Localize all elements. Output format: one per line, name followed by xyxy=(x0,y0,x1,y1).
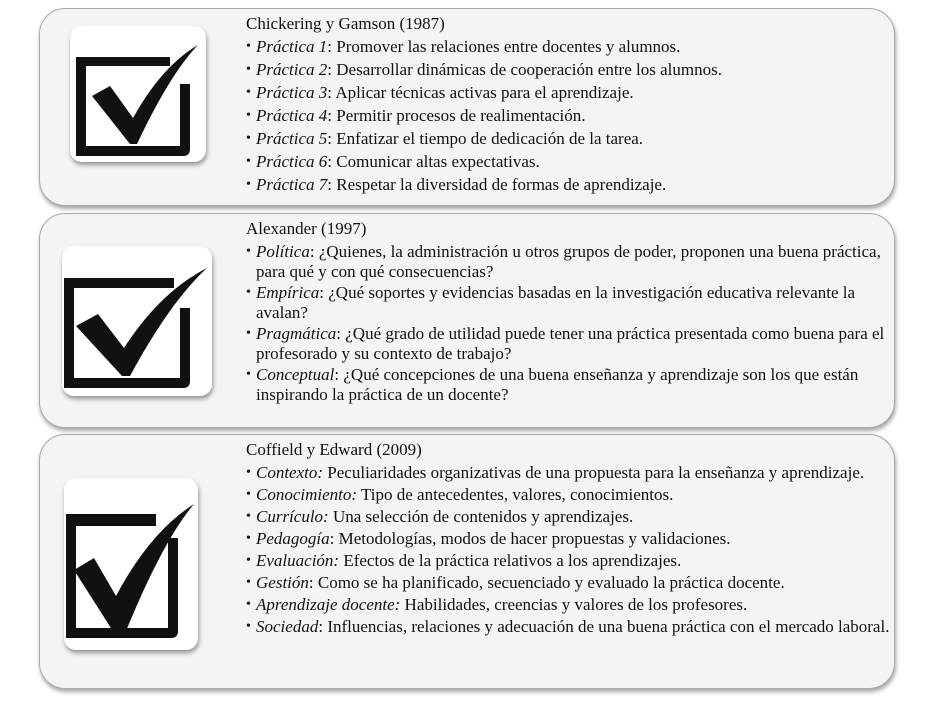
item-text: Tipo de antecedentes, valores, conocimientos. xyxy=(361,485,674,504)
panel-title: Coffield y Edward (2009) xyxy=(246,440,422,459)
list-item xyxy=(246,283,890,323)
item-term: Currículo: xyxy=(256,507,329,526)
item-term: Pragmática xyxy=(256,324,337,343)
item-separator: : xyxy=(334,365,344,384)
item-term: Pedagogía xyxy=(256,529,330,548)
panel-alexander xyxy=(39,213,895,428)
item-term: Práctica 5 xyxy=(256,129,328,148)
item-term: Contexto: xyxy=(256,463,324,482)
item-text: Comunicar altas expectativas. xyxy=(336,152,540,171)
item-separator: : xyxy=(327,106,337,125)
panel-coffield-edward xyxy=(39,434,895,689)
list-item xyxy=(246,463,890,483)
list-item xyxy=(246,106,890,126)
item-term: Conceptual xyxy=(256,365,335,384)
item-text: ¿Qué grado de utilidad puede tener una práctica presentada como buena para el profesorado y su contexto de trabajo? xyxy=(256,324,885,363)
list-item xyxy=(246,83,890,103)
item-text: ¿Qué soportes y evidencias basadas en la investigación educativa relevante la avalan? xyxy=(256,283,856,322)
item-separator: : xyxy=(336,324,346,343)
item-term: Sociedad xyxy=(256,617,319,636)
list-item xyxy=(246,175,890,195)
item-text: Influencias, relaciones y adecuación de una buena práctica con el mercado laboral. xyxy=(327,617,890,636)
item-separator: : xyxy=(318,617,328,636)
item-text: Aplicar técnicas activas para el aprendizaje. xyxy=(335,83,634,102)
item-text: Efectos de la práctica relativos a los aprendizajes. xyxy=(343,551,682,570)
list-item xyxy=(246,60,890,80)
item-text: Una selección de contenidos y aprendizajes. xyxy=(332,507,634,526)
item-text: Como se ha planificado, secuenciado y evaluado la práctica docente. xyxy=(317,573,785,592)
panel-chickering-gamson xyxy=(39,8,895,206)
item-list xyxy=(246,463,890,637)
list-item xyxy=(246,324,890,364)
item-term: Práctica 6 xyxy=(256,152,328,171)
item-separator: : xyxy=(327,60,337,79)
list-item xyxy=(246,365,890,405)
item-separator: : xyxy=(308,573,318,592)
item-term: Práctica 4 xyxy=(256,106,328,125)
item-term: Práctica 3 xyxy=(256,83,328,102)
list-item xyxy=(246,617,890,637)
item-term: Práctica 7 xyxy=(256,175,328,194)
item-separator: : xyxy=(327,129,337,148)
checkbox-check-icon xyxy=(70,26,206,162)
list-item xyxy=(246,152,890,172)
item-text: ¿Qué concepciones de una buena enseñanza y aprendizaje son los que están inspirando la práctica de un docente? xyxy=(256,365,859,404)
checkbox-check-icon xyxy=(62,246,212,396)
item-text: Permitir procesos de realimentación. xyxy=(336,106,586,125)
item-term: Aprendizaje docente: xyxy=(256,595,401,614)
list-item xyxy=(246,573,890,593)
item-text: Metodologías, modos de hacer propuestas y validaciones. xyxy=(338,529,731,548)
list-item xyxy=(246,507,890,527)
item-separator: : xyxy=(319,283,329,302)
list-item xyxy=(246,242,890,282)
item-text: Peculiaridades organizativas de una propuesta para la enseñanza y aprendizaje. xyxy=(327,463,865,482)
panel-title: Chickering y Gamson (1987) xyxy=(246,14,445,33)
item-separator: : xyxy=(327,37,337,56)
panel-content xyxy=(246,14,890,198)
item-separator: : xyxy=(327,83,336,102)
item-term: Política xyxy=(256,242,310,261)
item-text: Enfatizar el tiempo de dedicación de la tarea. xyxy=(336,129,644,148)
panel-title: Alexander (1997) xyxy=(246,219,367,238)
list-item xyxy=(246,529,890,549)
list-item xyxy=(246,595,890,615)
panel-content xyxy=(246,219,890,406)
item-term: Evaluación: xyxy=(256,551,340,570)
item-text: Desarrollar dinámicas de cooperación entre los alumnos. xyxy=(336,60,722,79)
item-separator: : xyxy=(327,152,337,171)
item-separator: : xyxy=(309,242,319,261)
panel-content xyxy=(246,440,890,639)
item-list xyxy=(246,242,890,405)
item-text: Respetar la diversidad de formas de aprendizaje. xyxy=(336,175,667,194)
item-term: Gestión xyxy=(256,573,309,592)
list-item xyxy=(246,37,890,57)
list-item xyxy=(246,485,890,505)
item-text: Habilidades, creencias y valores de los profesores. xyxy=(404,595,748,614)
list-item xyxy=(246,551,890,571)
item-text: ¿Quienes, la administración u otros grupos de poder, proponen una buena práctica, para qué y con qué consecuencias? xyxy=(256,242,881,281)
item-separator: : xyxy=(329,529,339,548)
item-term: Práctica 2 xyxy=(256,60,328,79)
checkbox-check-icon xyxy=(64,478,198,650)
item-term: Conocimiento: xyxy=(256,485,358,504)
item-list xyxy=(246,37,890,195)
item-text: Promover las relaciones entre docentes y alumnos. xyxy=(336,37,681,56)
item-term: Empírica xyxy=(256,283,320,302)
item-separator: : xyxy=(327,175,337,194)
list-item xyxy=(246,129,890,149)
item-term: Práctica 1 xyxy=(256,37,328,56)
